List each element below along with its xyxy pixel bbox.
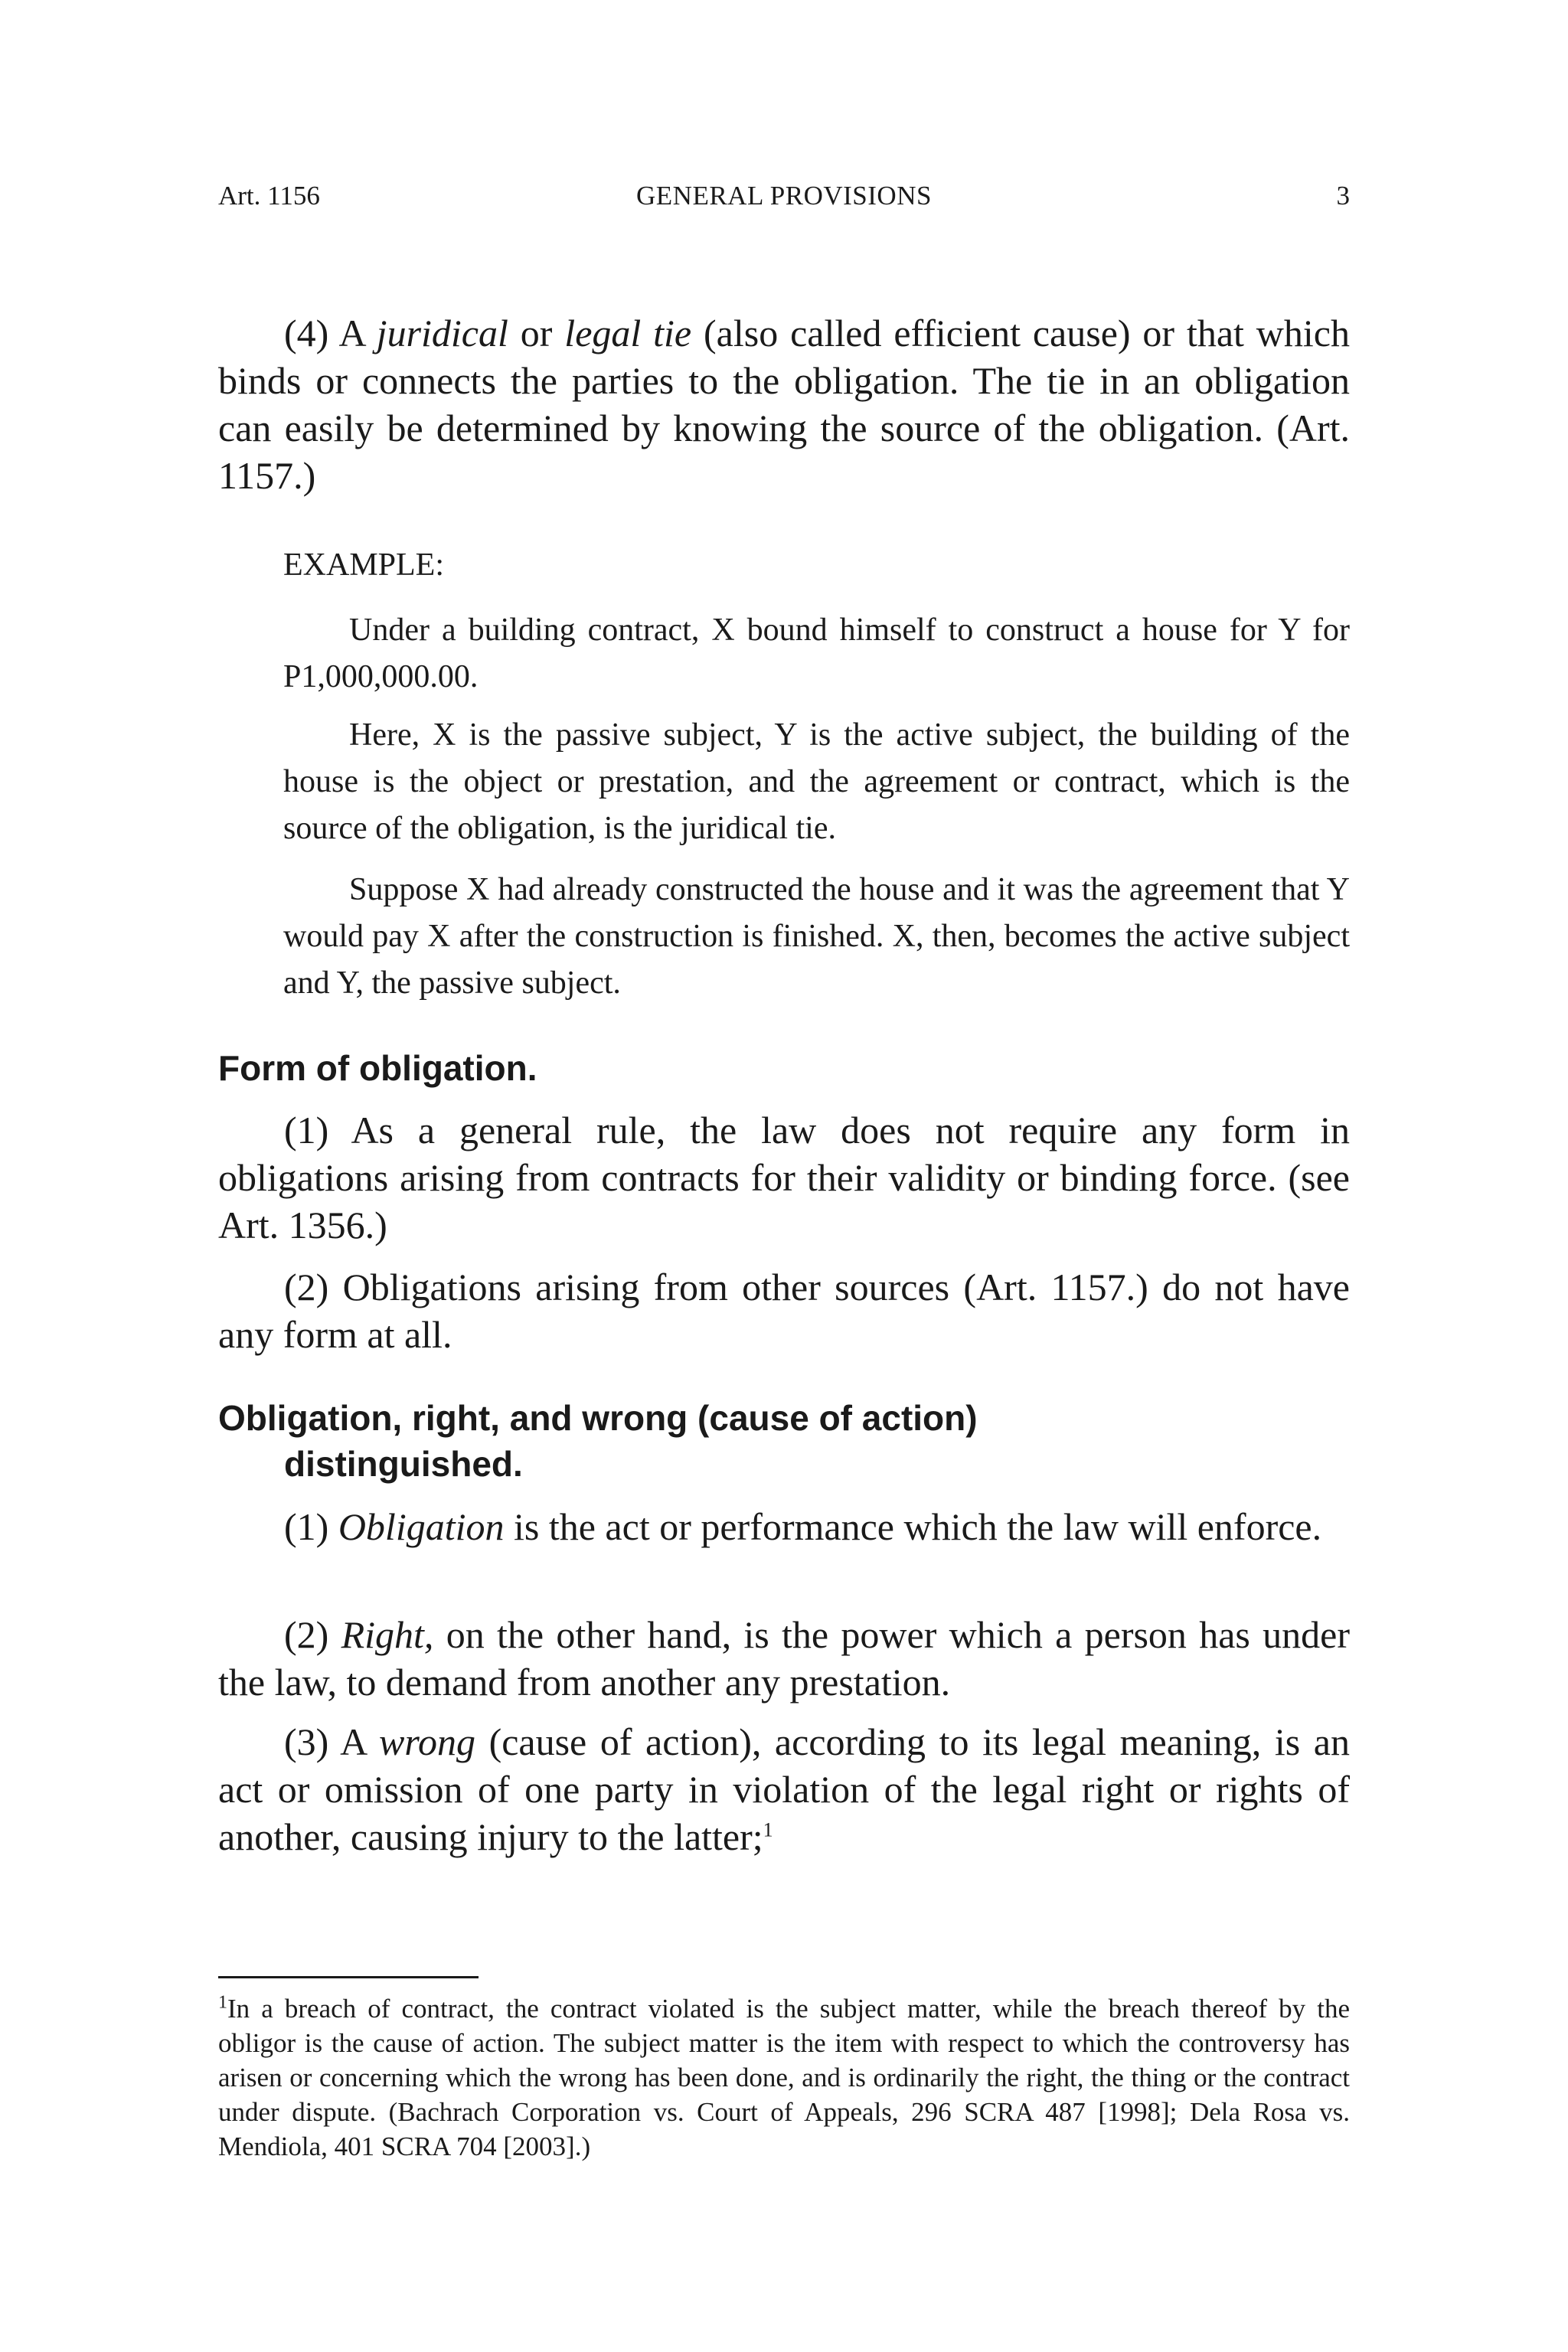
running-head-article: Art. 1156	[218, 181, 320, 211]
paragraph-obligation: (1) Obligation is the act or performance which the law will enforce.	[284, 1505, 1322, 1548]
term-obligation: Obligation	[338, 1505, 505, 1548]
item-number: (4)	[284, 312, 329, 354]
example-paragraph-1: Under a building contract, X bound himself to construct a house for Y for P1,000,000.00.	[283, 612, 1350, 694]
paragraph-form-1: (1) As a general rule, the law does not require any form in obligations arising from contracts for their validity or binding force. (see Art. 1356.)	[218, 1109, 1350, 1246]
example-paragraph-3: Suppose X had already constructed the house and it was the agreement that Y would pay X after the construction is finished. X, then, becomes the active subject and Y, the passive subject.	[283, 872, 1350, 1001]
paragraph-right: (2) Right, on the other hand, is the power which a person has under the law, to demand from another any prestation.	[218, 1613, 1351, 1704]
footnote-text: In a breach of contract, the contract violated is the subject matter, while the breach thereof by the obligor is the cause of action. The subject matter is the item with respect to which the controversy has arisen or concerning which the wrong has been done, and is ordinarily the right, the thing or the contract under dispute. (Bachrach Corporation vs. Court of Appeals, 296 SCRA 487 [1998]; Dela Rosa vs. Mendiola, 401 SCRA 704 [2003].)	[218, 1994, 1350, 2161]
example-label: EXAMPLE:	[283, 547, 444, 583]
footnote-mark: 1	[218, 1992, 227, 2013]
term-juridical: juridical	[376, 312, 508, 354]
footnote-divider	[218, 1976, 479, 1978]
term-right: Right,	[341, 1613, 434, 1656]
running-head-title: GENERAL PROVISIONS	[636, 181, 932, 211]
term-wrong: wrong	[379, 1720, 475, 1763]
section-heading-form: Form of obligation.	[218, 1048, 537, 1088]
paragraph-juridical-tie: (4) A juridical or legal tie (also called efficient cause) or that which binds or connects the parties to the obligation. The tie in an obligation can easily be determined by knowing the source of the obligation. (Art. 1157.)	[218, 312, 1350, 497]
section-heading-distinguished: Obligation, right, and wrong (cause of action) distinguished.	[218, 1398, 978, 1484]
footnote-reference: 1	[763, 1818, 773, 1841]
page-number: 3	[1336, 181, 1350, 211]
term-legal-tie: legal tie	[564, 312, 692, 354]
paragraph-form-2: (2) Obligations arising from other sources (Art. 1157.) do not have any form at all.	[218, 1266, 1350, 1356]
running-head	[218, 181, 1350, 219]
example-paragraph-2: Here, X is the passive subject, Y is the active subject, the building of the house is the object or prestation, and the agreement or contract, which is the source of the obligation, is the juridical tie.	[283, 717, 1350, 846]
paragraph-wrong: (3) A wrong (cause of action), according to its legal meaning, is an act or omission of one party in violation of the legal right or rights of another, causing injury to the latter;$^1$	[218, 1720, 1350, 1858]
footnote	[218, 1991, 1350, 2164]
